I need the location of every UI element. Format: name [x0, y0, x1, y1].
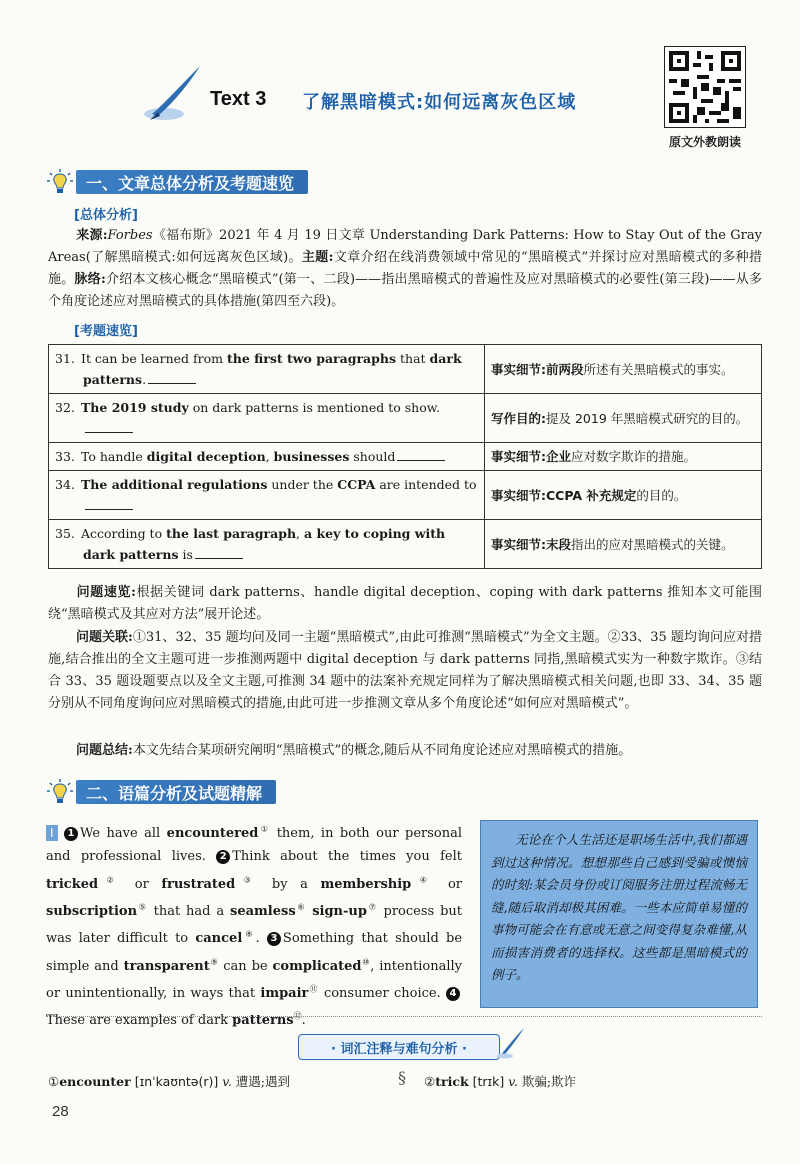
question-post: should — [349, 449, 396, 464]
question-text — [49, 471, 485, 520]
topic-text: 文章介绍在线消费领域中常见的“黑暗模式”并探讨应对黑暗模式的多种措施。 — [48, 250, 762, 287]
sentence-number: 2 — [216, 850, 230, 864]
vocab-definition: 欺骗;欺诈 — [521, 1074, 577, 1089]
question-mid: that — [396, 351, 430, 366]
answer-blank[interactable] — [397, 448, 445, 461]
passage-text: We have all — [80, 826, 167, 842]
vocab-pos: v. — [508, 1074, 518, 1089]
question-analysis — [485, 345, 762, 394]
vocab-ref-mark: ① — [258, 825, 271, 834]
question-post: are intended to — [375, 477, 477, 492]
vocab-word: encounter — [59, 1074, 131, 1089]
question-keyword: The 2019 study — [81, 400, 189, 415]
answer-blank[interactable] — [148, 371, 196, 384]
passage-paragraph — [46, 818, 462, 1032]
vocab-ref-mark: ⑦ — [366, 902, 378, 912]
passage-text: process but was later difficult to — [46, 903, 462, 947]
lightbulb-icon — [46, 778, 74, 806]
analysis-text: 所述有关黑暗模式的事实。 — [583, 361, 734, 377]
qr-code[interactable] — [664, 46, 746, 128]
question-pre: It can be learned from — [81, 351, 227, 366]
analysis-keyword: 写作目的: — [491, 410, 546, 426]
analysis-keyword: 事实细节:企业 — [491, 449, 571, 464]
question-number: 35. — [55, 526, 75, 541]
question-mid: , — [265, 449, 274, 464]
vocab-ref-mark: ④ — [411, 875, 436, 885]
translation-box — [480, 820, 758, 1008]
section-title: 二、语篇分析及试题精解 — [76, 780, 276, 804]
question-analysis — [485, 443, 762, 471]
question-text — [49, 520, 485, 569]
translation-text: 无论在个人生活还是职场生活中,我们都遇到过这种情况。想想那些自己感到受骗或懊恼的时刻:某会员身份或订阅服务注册过程流畅无缝,随后取消却极其困难。一些本应简单易懂的事物可能会在有意或无意之间变得复杂难懂,从而损害消费者的选择权。这些都是黑暗模式的例子。 — [491, 832, 747, 982]
section-title: 一、文章总体分析及考题速览 — [76, 170, 308, 194]
vocab-highlight: membership — [320, 876, 412, 892]
question-number: 32. — [55, 400, 75, 415]
vocab-ref-mark: ⑫ — [293, 1011, 302, 1021]
source-text: 《福布斯》2021 年 4 月 19 日文章 Understanding Dark Patterns: How to Stay Out of the Gray Areas(了解黑暗模式:如何远离灰色区域)。 — [48, 228, 762, 265]
passage-text: Think about the times you felt — [232, 849, 462, 865]
passage-text: Something that should be simple and — [46, 931, 463, 974]
vocab-word: trick — [435, 1074, 469, 1089]
analysis-keyword: 事实细节:CCPA 补充规定 — [491, 487, 637, 503]
vocab-ref-mark: ⑨ — [209, 957, 219, 967]
question-post: is — [178, 547, 193, 562]
vocab-highlight: cancel — [195, 931, 243, 947]
vocab-highlight: frustrated — [161, 876, 236, 892]
passage-text: that had a — [147, 903, 231, 919]
vocab-highlight: sign-up — [312, 903, 367, 919]
section-banner-overview — [46, 168, 308, 196]
vocab-highlight: encountered — [166, 826, 259, 842]
question-number: 34. — [55, 477, 75, 492]
vocab-highlight: complicated — [272, 958, 362, 974]
vocab-highlight: transparent — [123, 958, 210, 974]
question-keyword: digital deception — [146, 449, 266, 464]
question-post: . — [435, 400, 440, 415]
answer-blank[interactable] — [85, 497, 133, 510]
question-keyword: the last paragraph — [166, 526, 297, 541]
sentence-number: 3 — [267, 932, 281, 946]
question-analysis — [485, 394, 762, 443]
relation-text: ①31、32、35 题均问及同一主题“黑暗模式”,由此可推测“黑暗模式”为全文主题。②33、35 题均询问应对措施,结合推出的全文主题可进一步推测两题中 digital deception 与 dark patterns 同指,黑暗模式实为一种数字欺诈。③结合 33、35 题设题要点以及全文主题,可推测 34 题中的法案补充规定同样为了解决黑暗模式相关问题,也即 33、34、35 题分别从不同角度询问应对黑暗模式的措施,由此可进一步推测文章从多个角度论述“如何应对黑暗模式”。 — [48, 630, 762, 711]
overview-heading: [总体分析] — [74, 208, 138, 223]
question-keyword-2: dark patterns — [83, 351, 462, 387]
vocab-mark: ① — [48, 1074, 60, 1089]
vocab-ref-mark: ③ — [235, 875, 260, 885]
analysis-text: 指出的应对黑暗模式的关键。 — [571, 536, 734, 552]
vocab-ref-mark: ⑤ — [137, 902, 148, 912]
vocab-ref-mark: ⑥ — [295, 902, 307, 912]
analysis-text: 的目的。 — [636, 487, 687, 503]
source-label: 来源: — [76, 228, 108, 243]
paragraph-number: I — [46, 825, 58, 841]
question-mid: on dark patterns is mentioned to show — [188, 400, 436, 415]
vocab-highlight: patterns — [232, 1013, 294, 1029]
section-banner-analysis — [46, 778, 276, 806]
vocab-definition: 遭遇;遇到 — [235, 1074, 291, 1089]
page-title: 了解黑暗模式:如何远离灰色区域 — [302, 92, 577, 113]
source-publication: Forbes — [107, 228, 153, 243]
question-analysis — [485, 471, 762, 520]
quick-text: 根据关键词 dark patterns、handle digital deception、coping with dark patterns 推知本文可能围绕“黑暗模式及其应对方法”展开论述。 — [48, 585, 762, 622]
vocab-section-tag — [298, 1034, 500, 1060]
sentence-number: 1 — [64, 827, 78, 841]
answer-blank[interactable] — [85, 420, 133, 433]
question-keyword: The additional regulations — [81, 477, 268, 492]
vocab-ref-mark: ⑩ — [361, 957, 371, 967]
passage-text: by a — [259, 876, 321, 892]
sentence-number: 4 — [446, 987, 460, 1001]
analysis-text: 提及 2019 年黑暗模式研究的目的。 — [546, 410, 749, 426]
vocab-highlight: subscription — [46, 903, 138, 919]
passage-text: consumer choice. — [318, 985, 446, 1001]
column-divider-icon: § — [398, 1068, 406, 1087]
passage-text: or — [122, 876, 162, 892]
question-number: 33. — [55, 449, 75, 464]
question-row — [49, 443, 762, 471]
question-text — [49, 443, 485, 471]
vocab-item-2 — [424, 1072, 576, 1090]
vocab-highlight: tricked — [46, 876, 99, 892]
passage-text: . — [255, 931, 267, 947]
question-mid: , — [296, 526, 304, 541]
vocab-phonetic: [trɪk] — [472, 1074, 505, 1089]
analysis-text: 应对数字欺诈的措施。 — [571, 449, 697, 464]
passage-text: . — [301, 1013, 306, 1029]
vocab-mark: ② — [424, 1074, 436, 1089]
questions-table — [48, 344, 762, 569]
vocab-ref-mark: ⑪ — [308, 984, 319, 994]
question-row — [49, 471, 762, 520]
analysis-keyword: 事实细节:前两段 — [491, 361, 584, 377]
question-analysis — [485, 520, 762, 569]
answer-blank[interactable] — [195, 546, 243, 559]
question-row — [49, 394, 762, 443]
lightbulb-icon — [46, 168, 74, 196]
passage-text: them, in both our personal and professional lives. — [46, 826, 463, 865]
quick-paragraph — [48, 582, 762, 626]
question-row — [49, 345, 762, 394]
quick-label: 问题速览: — [76, 585, 136, 600]
summary-text: 本文先结合某项研究阐明“黑暗模式”的概念,随后从不同角度论述应对黑暗模式的措施。 — [132, 743, 632, 758]
question-row — [49, 520, 762, 569]
relation-label: 问题关联: — [76, 630, 133, 645]
vocab-ref-mark: ⑧ — [242, 929, 256, 939]
relation-paragraph — [48, 627, 762, 715]
thread-label: 脉络: — [74, 272, 106, 287]
summary-label: 问题总结: — [76, 743, 133, 758]
topic-label: 主题: — [301, 250, 334, 265]
passage-text: or — [435, 876, 462, 892]
passage-text: can be — [218, 958, 273, 974]
qr-caption: 原文外教朗读 — [668, 135, 741, 149]
vocab-item-1 — [48, 1072, 290, 1090]
vocab-ref-mark: ② — [98, 875, 123, 885]
overview-paragraph — [48, 225, 762, 313]
question-mid: under the — [267, 477, 338, 492]
question-post: . — [142, 372, 147, 387]
question-text — [49, 345, 485, 394]
vocab-pos: v. — [222, 1074, 232, 1089]
question-keyword-2: CCPA — [337, 477, 376, 492]
thread-text: 介绍本文核心概念“黑暗模式”(第一、二段)——指出黑暗模式的普遍性及应对黑暗模式的必要性(第三段)——从多个角度论述应对黑暗模式的具体措施(第四至六段)。 — [48, 272, 762, 309]
question-pre: According to — [81, 526, 167, 541]
question-text — [49, 394, 485, 443]
question-number: 31. — [55, 351, 75, 366]
vocab-highlight: seamless — [230, 903, 296, 919]
passage-text: These are examples of dark — [46, 1013, 233, 1029]
page-number: 28 — [52, 1103, 69, 1120]
vocab-highlight: impair — [260, 985, 309, 1001]
text-label: Text 3 — [210, 88, 267, 110]
question-keyword: the first two paragraphs — [226, 351, 397, 366]
question-keyword-2: businesses — [273, 449, 350, 464]
vocab-title: · 词汇注释与难句分析 · — [331, 1041, 467, 1057]
summary-paragraph — [48, 740, 762, 762]
pen-icon — [140, 62, 206, 128]
quill-icon — [496, 1026, 526, 1060]
questions-heading: [考题速览] — [74, 324, 138, 339]
vocab-phonetic: [ɪnˈkaʊntə(r)] — [134, 1074, 219, 1089]
question-pre: To handle — [81, 449, 147, 464]
analysis-keyword: 事实细节:末段 — [491, 536, 571, 552]
passage-text: , intentionally or unintentionally, in ways that — [46, 958, 463, 1001]
divider — [46, 1016, 762, 1017]
question-keyword-2: a key to coping with dark patterns — [83, 526, 446, 562]
